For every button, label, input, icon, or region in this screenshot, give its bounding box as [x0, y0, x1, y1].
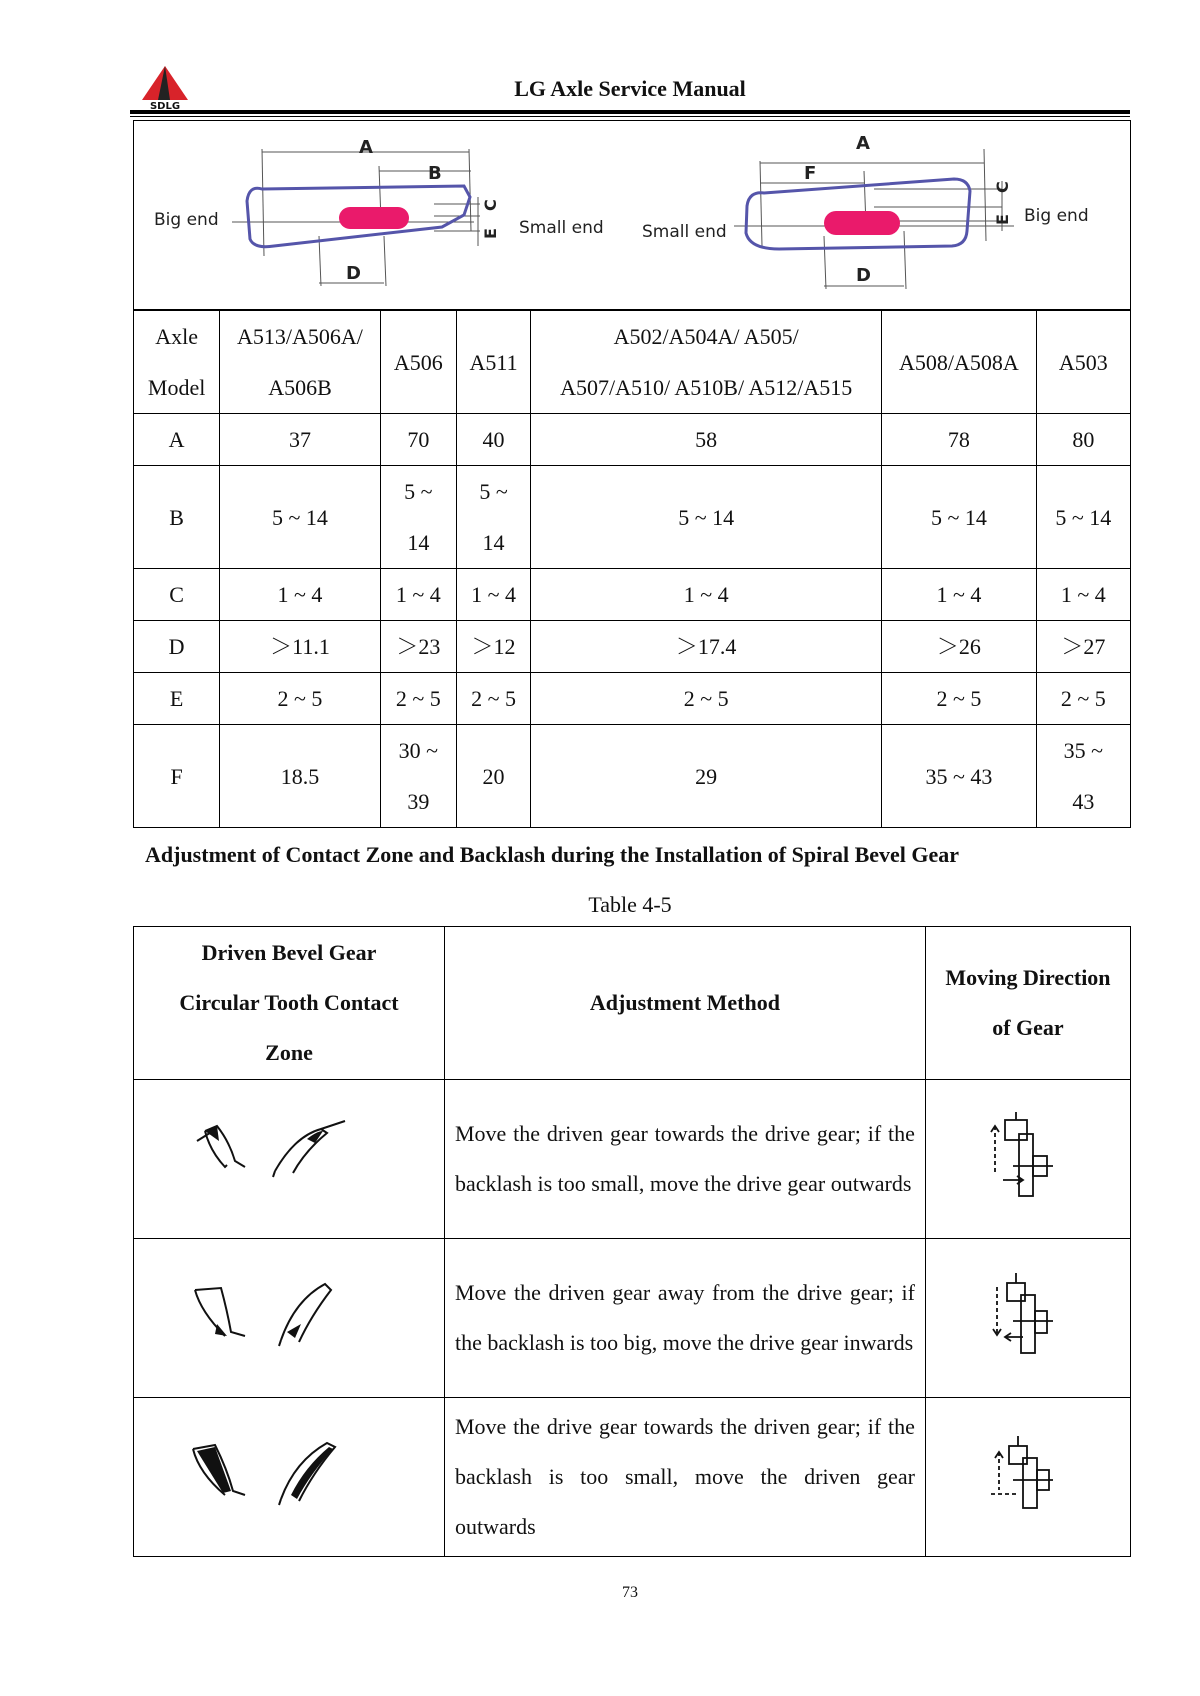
table-row	[134, 414, 1131, 466]
table-cell: 5 ~ 14	[380, 466, 456, 569]
manual-title: LG Axle Service Manual	[514, 76, 746, 101]
table-cell: ＞11.1	[220, 621, 380, 673]
table-cell: 1 ~ 4	[882, 569, 1036, 621]
gear-direction-icon	[983, 1424, 1073, 1524]
table-row	[134, 311, 1131, 414]
table-cell: 1 ~ 4	[456, 569, 530, 621]
contact-zone-figure	[134, 1080, 445, 1239]
table-row	[134, 1398, 1131, 1557]
table-cell: 30 ~ 39	[380, 725, 456, 828]
right-dim-d: D	[856, 265, 871, 286]
table-cell: ＞26	[882, 621, 1036, 673]
table-cell: 35 ~ 43	[1036, 725, 1130, 828]
gear-tooth-contact-icon	[135, 1399, 443, 1549]
moving-direction-figure	[925, 1398, 1130, 1557]
left-dim-d: D	[346, 263, 361, 284]
moving-direction-figure	[925, 1239, 1130, 1398]
right-contact-patch	[824, 211, 900, 235]
header-col1: A513/A506A/ A506B	[220, 311, 380, 414]
table-cell: 2 ~ 5	[531, 673, 882, 725]
table-caption: Table 4-5	[588, 892, 672, 917]
left-dim-b: B	[428, 163, 442, 184]
svg-text:SDLG: SDLG	[149, 101, 181, 110]
table-cell: 20	[456, 725, 530, 828]
table-cell: 18.5	[220, 725, 380, 828]
table-row	[134, 466, 1131, 569]
header-rule-thin	[130, 116, 1130, 117]
contact-zone-figure	[134, 1398, 445, 1557]
gear-direction-icon	[983, 1265, 1073, 1365]
row-label: E	[134, 673, 220, 725]
left-dim-e: E	[481, 228, 500, 239]
table-cell: 5 ~ 14	[531, 466, 882, 569]
header-adjustment-method: Adjustment Method	[445, 927, 926, 1080]
row-label: F	[134, 725, 220, 828]
left-dim-c: C	[481, 199, 500, 211]
table-cell: 5 ~ 14	[882, 466, 1036, 569]
adjustment-method-text: Move the drive gear towards the driven gear; if the backlash is too small, move the driven gear outwards	[445, 1398, 926, 1557]
header-axle-model: Axle Model	[134, 311, 220, 414]
table-cell: 70	[380, 414, 456, 466]
header-contact-zone: Driven Bevel Gear Circular Tooth Contact Zone	[134, 927, 445, 1080]
table-cell: 2 ~ 5	[220, 673, 380, 725]
header-col5: A508/A508A	[882, 311, 1036, 414]
table-cell: 40	[456, 414, 530, 466]
table-cell: 5 ~ 14	[456, 466, 530, 569]
table-cell: 1 ~ 4	[220, 569, 380, 621]
table-cell: 80	[1036, 414, 1130, 466]
contact-diagram-svg	[134, 121, 1132, 311]
table-cell: ＞17.4	[531, 621, 882, 673]
left-dim-a: A	[359, 137, 373, 158]
table-cell: 1 ~ 4	[1036, 569, 1130, 621]
table-cell: 29	[531, 725, 882, 828]
right-dim-c: C	[993, 181, 1012, 193]
adjustment-method-text: Move the driven gear towards the drive gear; if the backlash is too small, move the drive gear outwards	[445, 1080, 926, 1239]
table-cell: 1 ~ 4	[531, 569, 882, 621]
adjustment-table	[133, 926, 1131, 1557]
table-cell: 78	[882, 414, 1036, 466]
table-row	[134, 621, 1131, 673]
right-dim-a: A	[856, 133, 870, 154]
header-col2: A506	[380, 311, 456, 414]
table-cell: ＞27	[1036, 621, 1130, 673]
row-label: D	[134, 621, 220, 673]
table-cell: 35 ~ 43	[882, 725, 1036, 828]
row-label: B	[134, 466, 220, 569]
table-cell: 2 ~ 5	[882, 673, 1036, 725]
header-rule	[130, 110, 1130, 114]
left-small-end-label: Small end	[519, 218, 604, 238]
right-big-end-label: Big end	[1024, 206, 1089, 226]
table-cell: 5 ~ 14	[1036, 466, 1130, 569]
header-moving-direction: Moving Direction of Gear	[925, 927, 1130, 1080]
gear-tooth-contact-icon	[135, 1081, 443, 1231]
table-cell: ＞12	[456, 621, 530, 673]
right-dim-e: E	[993, 214, 1012, 225]
gear-tooth-contact-icon	[135, 1240, 443, 1390]
table-cell: 2 ~ 5	[456, 673, 530, 725]
right-small-end-label: Small end	[642, 222, 727, 242]
contact-zone-diagram	[133, 120, 1131, 310]
adjustment-method-text: Move the driven gear away from the drive gear; if the backlash is too big, move the drive gear inwards	[445, 1239, 926, 1398]
gear-direction-icon	[983, 1106, 1073, 1206]
table-cell: 1 ~ 4	[380, 569, 456, 621]
table-row	[134, 1239, 1131, 1398]
table-cell: 2 ~ 5	[1036, 673, 1130, 725]
table-row	[134, 673, 1131, 725]
table-row	[134, 1080, 1131, 1239]
row-label: C	[134, 569, 220, 621]
table-row	[134, 725, 1131, 828]
right-dim-f: F	[804, 163, 817, 184]
row-label: A	[134, 414, 220, 466]
left-big-end-label: Big end	[154, 210, 219, 230]
table-cell: 58	[531, 414, 882, 466]
header-col4: A502/A504A/ A505/ A507/A510/ A510B/ A512/A515	[531, 311, 882, 414]
section-title: Adjustment of Contact Zone and Backlash during the Installation of Spiral Bevel Gear	[145, 842, 960, 867]
left-contact-patch	[339, 207, 409, 229]
page-number: 73	[622, 1584, 638, 1601]
moving-direction-figure	[925, 1080, 1130, 1239]
header-col3: A511	[456, 311, 530, 414]
tooth-contact-spec-table	[133, 310, 1131, 828]
table-row	[134, 927, 1131, 1080]
table-cell: 2 ~ 5	[380, 673, 456, 725]
table-cell: 37	[220, 414, 380, 466]
table-cell: ＞23	[380, 621, 456, 673]
table-cell: 5 ~ 14	[220, 466, 380, 569]
contact-zone-figure	[134, 1239, 445, 1398]
header-col6: A503	[1036, 311, 1130, 414]
table-row	[134, 569, 1131, 621]
